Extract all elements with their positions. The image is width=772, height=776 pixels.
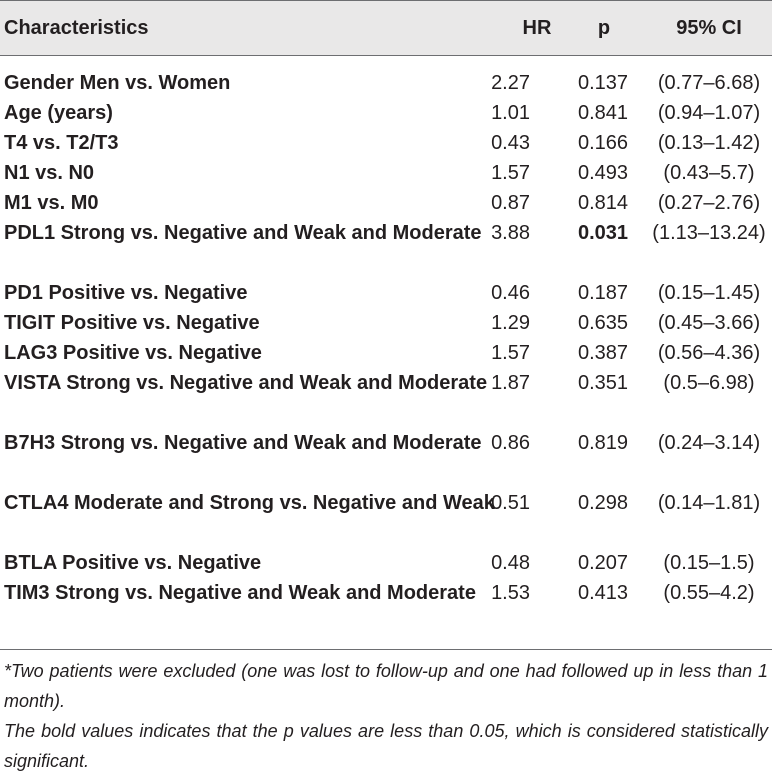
cell-ci: (0.43–5.7) (663, 162, 755, 184)
cell-p: 0.207 (578, 552, 629, 574)
cell-hr: 1.57 (491, 162, 530, 184)
cell-p: 0.635 (578, 312, 629, 334)
cell-characteristic: VISTA Strong vs. Negative and Weak and Moderate (4, 372, 488, 394)
cell-ci: (0.27–2.76) (657, 192, 761, 214)
cell-p: 0.819 (578, 432, 629, 454)
table-row (0, 68, 772, 98)
cell-characteristic: LAG3 Positive vs. Negative (4, 342, 262, 364)
cell-hr: 0.86 (491, 432, 530, 454)
cell-p: 0.413 (578, 582, 629, 604)
table-row (0, 428, 772, 488)
cell-hr: 1.87 (491, 372, 530, 394)
cell-characteristic: TIM3 Strong vs. Negative and Weak and Moderate (4, 582, 476, 604)
table-row (0, 578, 772, 638)
cell-ci: (0.94–1.07) (657, 102, 761, 124)
table-row (0, 158, 772, 188)
table-row (0, 128, 772, 158)
cell-hr: 1.29 (491, 312, 530, 334)
cell-ci: (0.56–4.36) (657, 342, 761, 364)
header-characteristics: Characteristics (4, 17, 149, 39)
cell-ci: (0.14–1.81) (657, 492, 761, 514)
cell-p: 0.814 (578, 192, 629, 214)
cell-p-significant: 0.031 (578, 222, 629, 244)
cell-characteristic: N1 vs. N0 (4, 162, 95, 184)
cell-p: 0.387 (578, 342, 629, 364)
footnote-excluded-patients: *Two patients were excluded (one was lost to follow-up and one had followed up in less than 1 month). (4, 661, 768, 711)
cell-hr: 0.51 (491, 492, 530, 514)
table-bottom-rule (0, 649, 772, 650)
table-row (0, 308, 772, 338)
cell-hr: 1.57 (491, 342, 530, 364)
table-body (0, 68, 772, 638)
cell-characteristic: T4 vs. T2/T3 (4, 132, 119, 154)
table-row (0, 368, 772, 428)
cell-characteristic: Gender Men vs. Women (4, 72, 231, 94)
cell-characteristic: PD1 Positive vs. Negative (4, 282, 248, 304)
table-row (0, 338, 772, 368)
cell-hr: 0.48 (491, 552, 530, 574)
table-row (0, 218, 772, 278)
header-hr: HR (522, 17, 552, 39)
cell-ci: (0.55–4.2) (663, 582, 755, 604)
cell-characteristic: CTLA4 Moderate and Strong vs. Negative and Weak (4, 492, 495, 514)
table-row (0, 278, 772, 308)
cell-characteristic: Age (years) (4, 102, 113, 124)
cell-ci: (1.13–13.24) (652, 222, 766, 244)
cell-hr: 2.27 (491, 72, 530, 94)
cell-ci: (0.13–1.42) (657, 132, 761, 154)
table-row (0, 188, 772, 218)
footnote-bold-values: The bold values indicates that the p values are less than 0.05, which is considered statistically significant. (4, 721, 768, 771)
table-row (0, 488, 772, 548)
cell-characteristic: B7H3 Strong vs. Negative and Weak and Moderate (4, 432, 482, 454)
cell-hr: 1.01 (491, 102, 530, 124)
header-p: p (597, 17, 611, 39)
header-ci: 95% CI (676, 17, 742, 39)
cell-p: 0.298 (578, 492, 629, 514)
cell-characteristic: M1 vs. M0 (4, 192, 99, 214)
table-row (0, 98, 772, 128)
cell-p: 0.493 (578, 162, 629, 184)
cell-hr: 3.88 (491, 222, 530, 244)
cell-p: 0.351 (578, 372, 629, 394)
cell-ci: (0.5–6.98) (663, 372, 755, 394)
cell-hr: 0.43 (491, 132, 530, 154)
cell-ci: (0.24–3.14) (657, 432, 761, 454)
cell-characteristic: TIGIT Positive vs. Negative (4, 312, 260, 334)
cell-hr: 1.53 (491, 582, 530, 604)
cell-ci: (0.15–1.5) (663, 552, 755, 574)
cell-p: 0.137 (578, 72, 629, 94)
cell-p: 0.166 (578, 132, 629, 154)
table-header-row (0, 0, 772, 56)
cell-characteristic: BTLA Positive vs. Negative (4, 552, 262, 574)
cell-hr: 0.46 (491, 282, 530, 304)
cell-p: 0.841 (578, 102, 629, 124)
cell-ci: (0.77–6.68) (657, 72, 761, 94)
table-footnotes (4, 656, 768, 776)
cell-characteristic: PDL1 Strong vs. Negative and Weak and Moderate (4, 222, 482, 244)
table-row (0, 548, 772, 578)
cell-p: 0.187 (578, 282, 629, 304)
cell-hr: 0.87 (491, 192, 530, 214)
cell-ci: (0.45–3.66) (657, 312, 761, 334)
cell-ci: (0.15–1.45) (657, 282, 761, 304)
